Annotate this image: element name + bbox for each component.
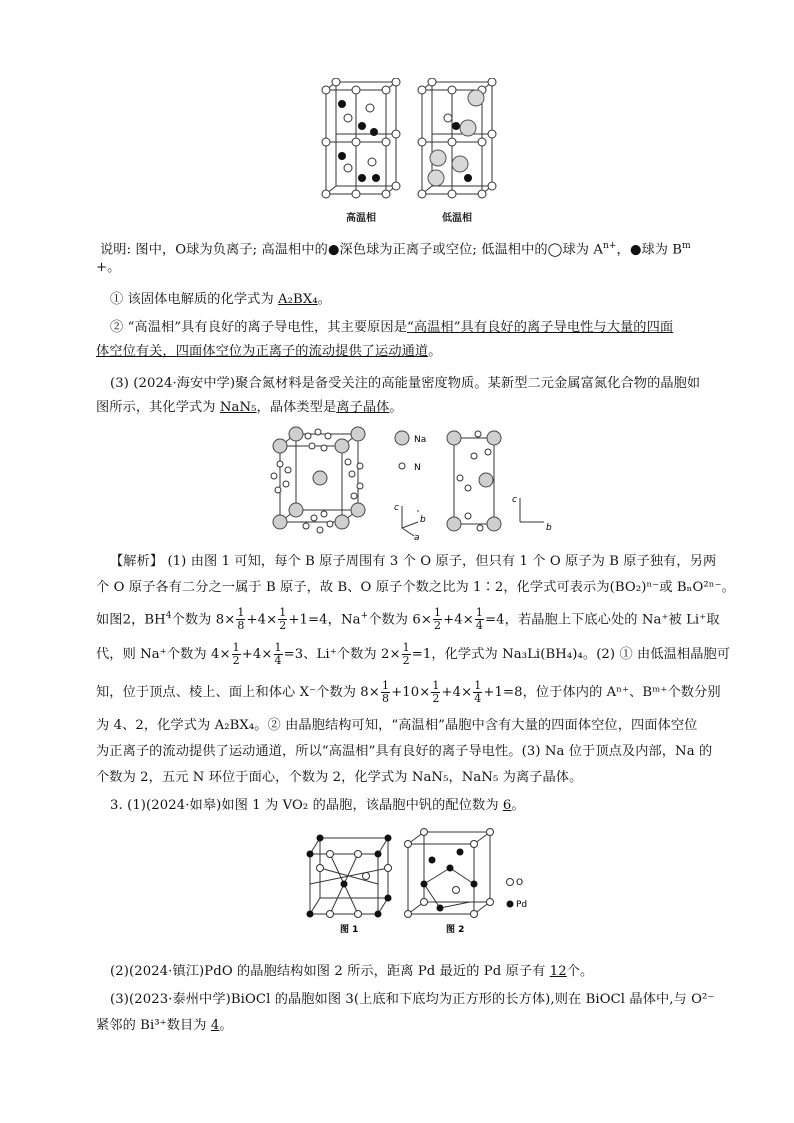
axis-c-2: c	[512, 495, 517, 505]
analysis-line-8: 个数为 2，五元 N 环位于面心，个数为 2，化学式为 NaN₅，NaN₅ 为离子晶体。	[96, 770, 583, 785]
section3-question-3-line-1: (3)(2023·泰州中学)BiOCl 的晶胞如图 3(上底和下底均为正方形的长方体),则在 BiOCl 晶体中,与 O²⁻	[110, 992, 715, 1007]
fig-caption-2: 图 2	[446, 925, 465, 934]
crystal-figure-nan5	[268, 426, 558, 542]
note-line-1: 说明: 图中，O球为负离子; 高温相中的●深色球为正离子或空位; 低温相中的◯球为 $A^{n+}$，●球为 $B^m$	[100, 241, 691, 258]
analysis-line-2: 个 O 原子各有二分之一属于 B 原子，故 B、O 原子个数之比为 1∶2，化学式可表示为(BO₂)ⁿ⁻或 BₙO²ⁿ⁻。	[96, 580, 735, 595]
question-3-line-2: 图所示，其化学式为 NaN₅，晶体类型是离子晶体。	[96, 400, 403, 415]
crystal-figure-phases	[318, 78, 498, 200]
section3-question-2: (2)(2024·镇江)PdO 的晶胞结构如图 2 所示，距离 Pd 最近的 Pd 原子有 12个。	[110, 964, 594, 979]
legend-n: N	[414, 463, 421, 473]
legend-na: Na	[414, 435, 427, 445]
fig-caption-1: 图 1	[340, 925, 359, 934]
caption-low-temp: 低温相	[442, 213, 472, 224]
section3-question-1: 3. (1)(2024·如皋)如图 1 为 VO₂ 的晶胞，该晶胞中钒的配位数为 6。	[110, 798, 525, 813]
analysis-line-7: 为正离子的流动提供了运动通道，所以“高温相”具有良好的离子导电性。(3) Na 位于顶点及内部，Na 的	[96, 744, 713, 759]
analysis-line-1: 【解析】 (1) 由图 1 可知，每个 B 原子周围有 3 个 O 原子，但只有 1 个 O 原子为 B 原子独有，另两	[110, 554, 717, 569]
legend-pd: Pd	[516, 900, 528, 910]
question-1: ① 该固体电解质的化学式为 A₂BX₄。	[110, 292, 332, 307]
question-2-line-1: ② “高温相”具有良好的离子导电性，其主要原因是“高温相”具有良好的离子导电性与大量的四面	[110, 320, 674, 335]
crystal-figure-vo2-pdo	[300, 824, 530, 934]
question-3-line-1: (3) (2024·海安中学)聚合氮材料是备受关注的高能量密度物质。某新型二元金属富氮化合物的晶胞如	[110, 376, 701, 391]
analysis-line-6: 为 4、2，化学式为 A₂BX₄。② 由晶胞结构可知，“高温相”晶胞中含有大量的四面体空位，四面体空位	[96, 718, 698, 733]
section3-question-3-line-2: 紧邻的 Bi³⁺数目为 4。	[96, 1018, 233, 1033]
analysis-line-5: 知，位于顶点、棱上、面上和体心 X⁻个数为 8× $\frac{1}{8}$ +10× $\frac{1}{2}$ +4× $\frac{1}{4}$ +1=8，位于体内的 Aⁿ⁺、Bᵐ⁺个数分别	[96, 679, 721, 705]
axis-b-2: b	[546, 523, 552, 533]
legend-o: O	[516, 878, 524, 888]
question-2-line-2: 体空位有关，四面体空位为正离子的流动提供了运动通道。	[96, 344, 442, 359]
analysis-line-4: 代，则 Na⁺个数为 4× $\frac{1}{2}$ +4× $\frac{1}{4}$ =3、Li⁺个数为 2× $\frac{1}{2}$ =1，化学式为 Na₃Li(BH₄)₄。(2) ① 由低温相晶胞可	[96, 641, 731, 667]
axis-c-1: c	[394, 503, 399, 513]
note-line-2: +。	[96, 260, 121, 275]
answer-formula: A₂BX₄	[278, 292, 318, 307]
caption-high-temp: 高温相	[346, 213, 376, 224]
analysis-line-3: 如图2，$BH^4$个数为 8× $\frac{1}{8}$ +4× $\frac{1}{2}$ +1=4，Na+个数为 6× $\frac{1}{2}$ +4× $\frac{1}{4}$ =4，若晶胞上下底心处的 Na⁺被 Li⁺取	[96, 606, 720, 633]
axis-b-1: b	[420, 515, 426, 525]
axis-a: a	[414, 533, 420, 542]
